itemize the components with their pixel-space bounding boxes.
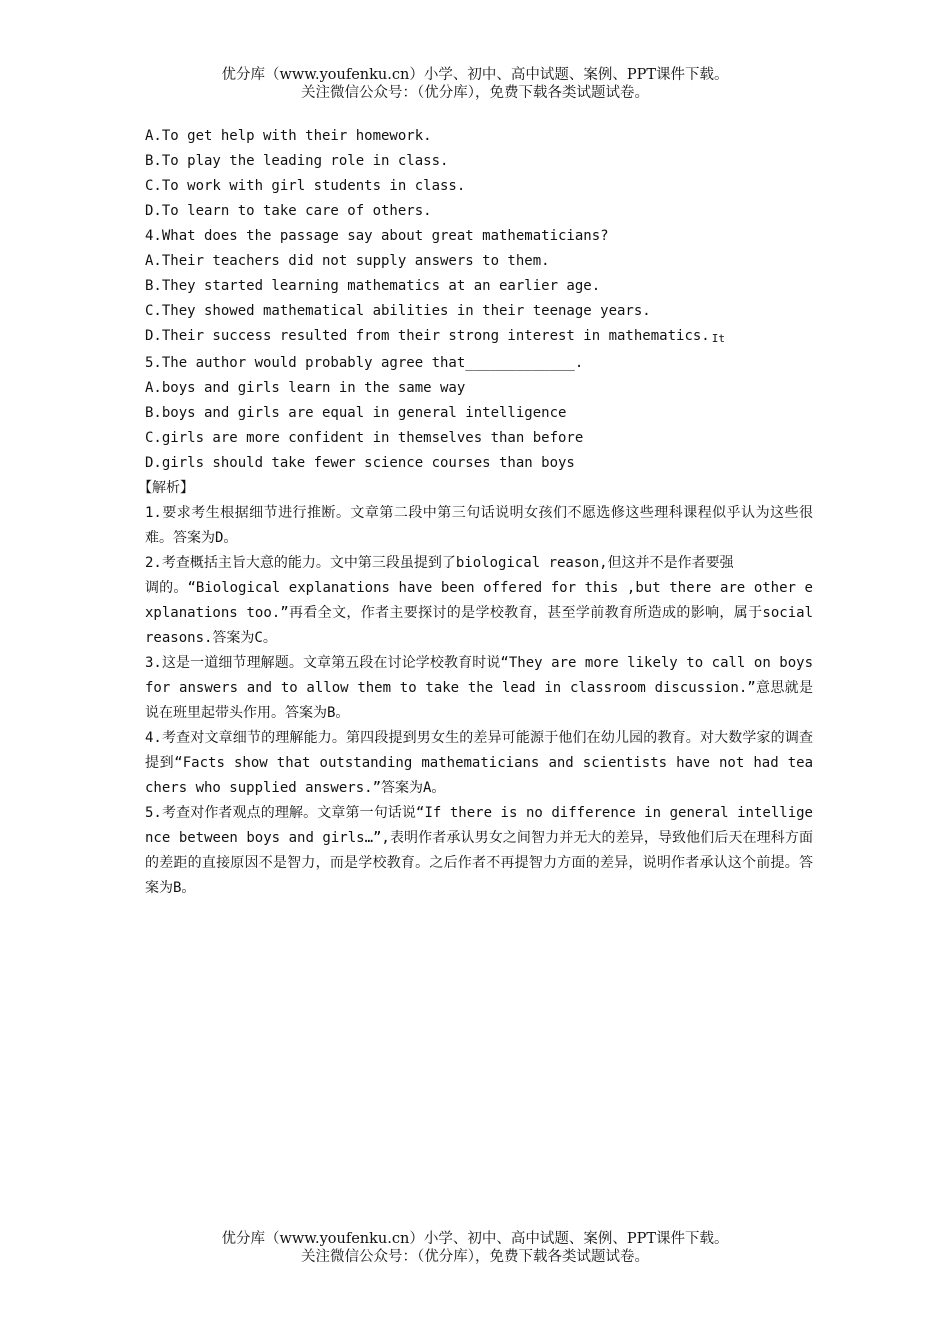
q4-option-c: C.They showed mathematical abilities in their teenage years. bbox=[145, 303, 651, 319]
q4-option-a: A.Their teachers did not supply answers to them. bbox=[145, 253, 550, 269]
stray-mark: It bbox=[711, 332, 725, 345]
header-line-2: 关注微信公众号：（优分库），免费下载各类试题试卷。 bbox=[301, 85, 649, 101]
page-footer bbox=[0, 1230, 950, 1266]
q3-option-b: B.To play the leading role in class. bbox=[145, 153, 449, 169]
q5-option-a: A.boys and girls learn in the same way bbox=[145, 380, 466, 396]
q5-option-c: C.girls are more confident in themselves than before bbox=[145, 430, 584, 446]
q4-option-d: D.Their success resulted from their strong interest in mathematics. bbox=[145, 328, 710, 344]
analysis-item-2-cont: 调的。“Biological explanations have been offered for this ,but there are other explanations too.”再看全文，作者主要探讨的是学校教育，甚至学前教育所造成的影响，属于social reasons.答案为C。 bbox=[145, 580, 813, 646]
analysis-item-1: 1.要求考生根据细节进行推断。文章第二段中第三句话说明女孩们不愿选修这些理科课程似乎认为这些很难。答案为D。 bbox=[145, 505, 813, 546]
analysis-item-3: 3.这是一道细节理解题。文章第五段在讨论学校教育时说“They are more likely to call on boys for answers and to allow them to take the lead in classroom discussion.”意思就是说在班里起带头作用。答案为B。 bbox=[145, 655, 813, 721]
analysis-item-5: 5.考查对作者观点的理解。文章第一句话说“If there is no difference in general intelligence between boys and girls…”,表明作者承认男女之间智力并无大的差异，导致他们后天在理科方面的差距的直接原因不是智力，而是学校教育。之后作者不再提智力方面的差异，说明作者承认这个前提。答案为B。 bbox=[145, 805, 813, 896]
analysis-item-2: 2.考查概括主旨大意的能力。文中第三段虽提到了biological reason,但这并不是作者要强 bbox=[145, 555, 734, 571]
analysis-item-4: 4.考查对文章细节的理解能力。第四段提到男女生的差异可能源于他们在幼儿园的教育。对大数学家的调查提到“Facts show that outstanding mathematicians and scientists have not had teachers who supplied answers.”答案为A。 bbox=[145, 730, 813, 796]
q5-option-b: B.boys and girls are equal in general intelligence bbox=[145, 405, 567, 421]
q5-option-d: D.girls should take fewer science courses than boys bbox=[145, 455, 575, 471]
q3-option-c: C.To work with girl students in class. bbox=[145, 178, 466, 194]
q3-option-d: D.To learn to take care of others. bbox=[145, 203, 432, 219]
q5-stem: 5.The author would probably agree that_____________. bbox=[145, 355, 584, 371]
page-header bbox=[0, 66, 950, 102]
q3-option-a: A.To get help with their homework. bbox=[145, 128, 432, 144]
header-line-1: 优分库（www.youfenku.cn）小学、初中、高中试题、案例、PPT课件下载。 bbox=[221, 67, 729, 83]
q4-option-b: B.They started learning mathematics at an earlier age. bbox=[145, 278, 601, 294]
q4-stem: 4.What does the passage say about great mathematicians? bbox=[145, 228, 609, 244]
footer-line-2: 关注微信公众号：（优分库），免费下载各类试题试卷。 bbox=[301, 1249, 649, 1265]
footer-line-1: 优分库（www.youfenku.cn）小学、初中、高中试题、案例、PPT课件下载。 bbox=[221, 1231, 729, 1247]
document-body bbox=[138, 124, 813, 901]
q4-option-d-row bbox=[145, 324, 813, 351]
analysis-heading: 【解析】 bbox=[138, 480, 194, 496]
